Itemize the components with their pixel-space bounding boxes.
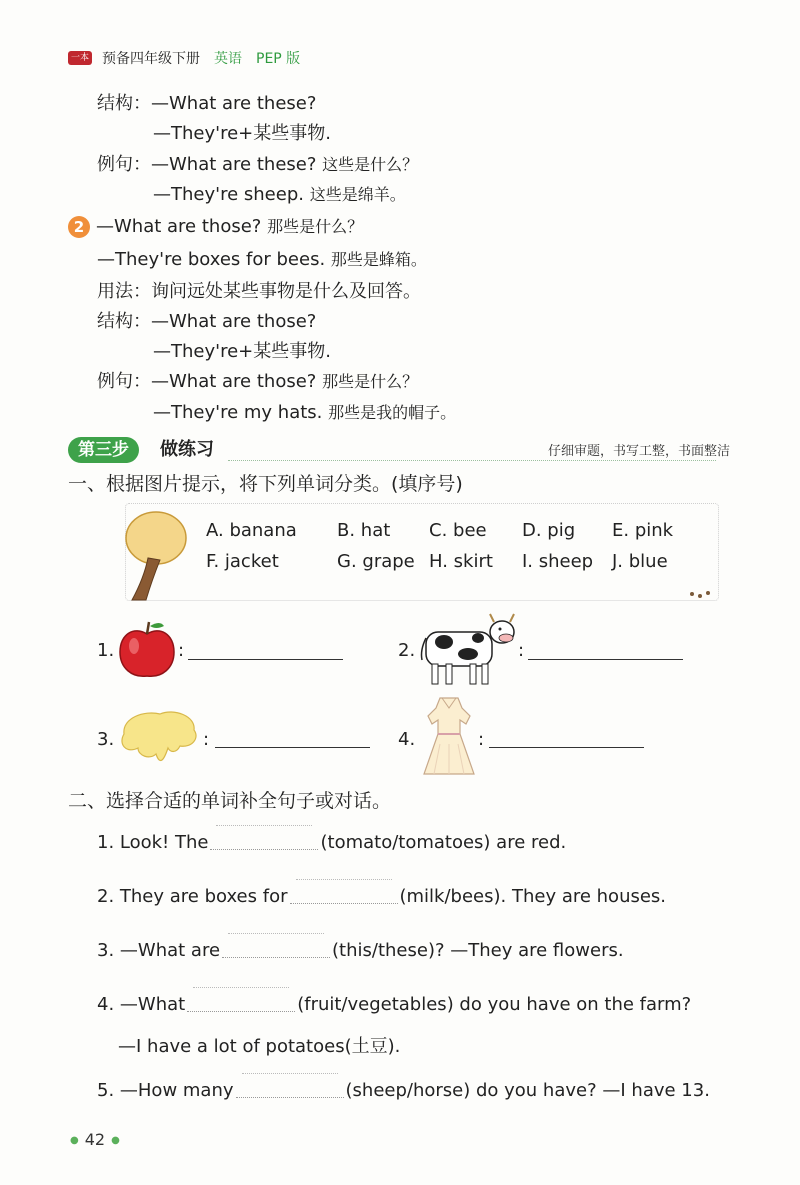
question-text: 2. They are boxes for <box>97 886 288 907</box>
answer-blank[interactable] <box>489 747 644 748</box>
answer-blank[interactable] <box>215 747 370 748</box>
bullet-dot-icon: ● <box>70 1135 79 1146</box>
example-answer-en: —They're my hats. <box>153 402 323 423</box>
answer-blank[interactable] <box>222 937 330 958</box>
structure-line-2 <box>97 310 316 334</box>
answer-blank[interactable] <box>528 659 683 660</box>
item-number: 3. <box>97 729 115 750</box>
point-number-badge: 2 <box>68 216 90 238</box>
word-option: J. blue <box>612 551 668 572</box>
question-4-reply: —I have a lot of potatoes(土豆). <box>118 1036 401 1057</box>
structure-question: —What are those? <box>151 311 317 332</box>
example-answer-cn: 那些是我的帽子。 <box>328 403 457 422</box>
usage-label: 用法： <box>97 281 151 302</box>
word-option: A. banana <box>206 520 297 541</box>
question-text: (fruit/vegetables) do you have on the farm? <box>297 994 692 1015</box>
part1-title: 一、根据图片提示，将下列单词分类。(填序号) <box>68 473 463 495</box>
question-3 <box>97 937 624 963</box>
cow-icon <box>418 610 518 688</box>
item-number: 4. <box>398 729 416 750</box>
part2-title: 二、选择合适的单词补全句子或对话。 <box>68 790 392 812</box>
item-number: 1. <box>97 640 115 661</box>
point2-question <box>68 215 363 239</box>
bullet-dot-icon: ● <box>111 1135 120 1146</box>
structure-label: 结构： <box>97 93 151 114</box>
example-question-en: —What are these? <box>151 154 317 175</box>
answer-blank[interactable] <box>290 883 398 904</box>
tree-icon <box>122 508 188 604</box>
page-header <box>68 48 300 68</box>
question-text: 1. Look! The <box>97 832 209 853</box>
question-text: 3. —What are <box>97 940 221 961</box>
point2-answer <box>97 248 427 272</box>
colon: : <box>478 729 485 750</box>
structure-answer: —They're+某些事物. <box>153 123 331 144</box>
point2-answer-cn: 那些是蜂箱。 <box>330 250 427 269</box>
word-option: G. grape <box>337 551 415 572</box>
structure-question: —What are these? <box>151 93 317 114</box>
question-text: (sheep/horse) do you have? —I have 13. <box>345 1080 710 1101</box>
book-title: 预备四年级下册 <box>102 51 200 67</box>
colon: : <box>178 640 185 661</box>
example-answer-1 <box>153 183 406 207</box>
paint-splash-icon <box>116 704 202 770</box>
question-4 <box>97 991 691 1017</box>
word-option: I. sheep <box>522 551 594 572</box>
question-5 <box>97 1077 710 1103</box>
answer-blank[interactable] <box>187 991 295 1012</box>
colon: : <box>203 729 210 750</box>
item-number: 2. <box>398 640 416 661</box>
example-label: 例句： <box>97 154 151 175</box>
question-text: (this/these)? —They are flowers. <box>332 940 624 961</box>
page-number-text: 42 <box>84 1130 106 1149</box>
publisher-logo: 一本 <box>68 51 92 65</box>
question-2 <box>97 883 666 909</box>
divider <box>228 460 716 461</box>
question-1 <box>97 829 566 855</box>
usage-text: 询问远处某些事物是什么及回答。 <box>151 281 421 302</box>
example-answer-en: —They're sheep. <box>153 184 304 205</box>
question-text: (tomato/tomatoes) are red. <box>320 832 567 853</box>
leaves-icon <box>686 584 716 600</box>
colon: : <box>518 640 525 661</box>
section-motto: 仔细审题，书写工整，书面整洁 <box>547 444 730 459</box>
example-question-cn: 那些是什么？ <box>322 372 419 391</box>
usage-line <box>97 280 421 304</box>
word-option: B. hat <box>337 520 391 541</box>
word-option: F. jacket <box>206 551 279 572</box>
example-question-en: —What are those? <box>151 371 317 392</box>
example-answer-cn: 这些是绵羊。 <box>309 185 406 204</box>
step-badge: 第三步 <box>68 437 139 463</box>
question-text: 4. —What <box>97 994 186 1015</box>
question-text: 5. —How many <box>97 1080 234 1101</box>
structure-line-1 <box>97 92 316 116</box>
point2-question-cn: 那些是什么？ <box>267 217 364 236</box>
step-title: 做练习 <box>160 439 214 460</box>
structure-answer: —They're+某些事物. <box>153 341 331 362</box>
word-option: D. pig <box>522 520 576 541</box>
apple-icon <box>116 618 178 680</box>
page-number <box>64 1130 126 1149</box>
point2-question-en: —What are those? <box>96 216 262 237</box>
example-question-cn: 这些是什么？ <box>322 155 419 174</box>
word-option: H. skirt <box>429 551 493 572</box>
edition-label: PEP 版 <box>256 51 301 67</box>
example-line-2 <box>97 370 418 394</box>
example-label: 例句： <box>97 371 151 392</box>
structure-label: 结构： <box>97 311 151 332</box>
example-answer-2 <box>153 401 456 425</box>
word-option: E. pink <box>612 520 674 541</box>
practice-section-bar <box>68 437 736 463</box>
point2-answer-en: —They're boxes for bees. <box>97 249 326 270</box>
dress-icon <box>420 694 478 778</box>
question-text: (milk/bees). They are houses. <box>399 886 667 907</box>
answer-blank[interactable] <box>236 1077 344 1098</box>
example-line-1 <box>97 153 418 177</box>
word-option: C. bee <box>429 520 487 541</box>
answer-blank[interactable] <box>210 829 318 850</box>
subject-label: 英语 <box>214 51 242 67</box>
answer-blank[interactable] <box>188 659 343 660</box>
